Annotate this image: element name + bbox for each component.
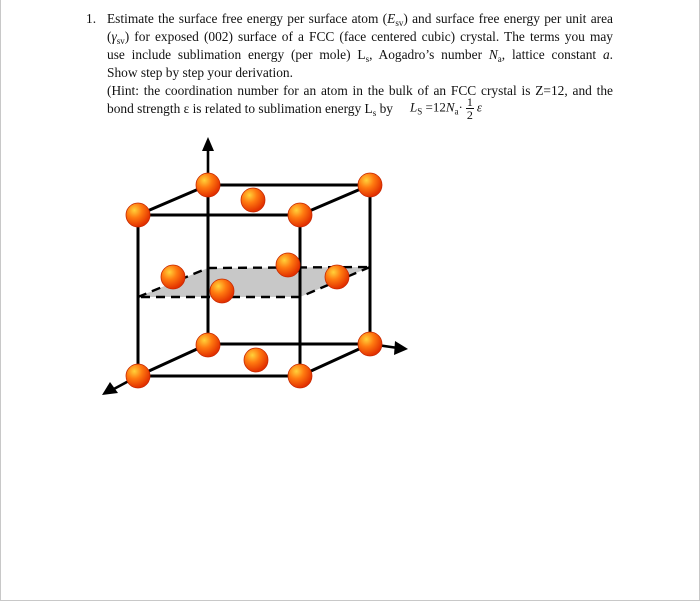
atom-corner (126, 203, 150, 227)
atom-corner (126, 364, 150, 388)
formula-fraction: $\frac{1}{2}$ (466, 95, 473, 122)
problem-number: 1. (86, 11, 97, 26)
problem-line-3: use include sublimation energy (per mole) $L_s$, Aogadro’s number $N_a$, lattice constant a. (107, 47, 613, 64)
atom-face-center (325, 265, 349, 289)
z-axis-arrowhead (202, 137, 214, 151)
atom-face-center (276, 253, 300, 277)
sublimation-energy-formula: $L_S =12N_a\cdot$ $\frac{1}{2}$ ε (410, 95, 482, 122)
atom-corner (196, 333, 220, 357)
atom-face-center (210, 279, 234, 303)
problem-line-2: $(\gamma_{sv})$ for exposed (002) surface of a FCC (face centered cubic) crystal. The terms you may (107, 29, 613, 46)
problem-line-4: Show step by step your derivation. (107, 65, 293, 80)
atom-corner (288, 203, 312, 227)
atom-face-top (241, 188, 265, 212)
atom-corner (358, 332, 382, 356)
atom-corner (358, 173, 382, 197)
y-axis-arrowhead (394, 341, 408, 355)
atom-corner (196, 173, 220, 197)
atom-face-bottom (244, 348, 268, 372)
atom-corner (288, 364, 312, 388)
problem-line-1: Estimate the surface free energy per surface atom $(E_{sv})$ and surface free energy per unit area (107, 11, 613, 28)
atom-face-center (161, 265, 185, 289)
problem-line-5: (Hint: the coordination number for an atom in the bulk of an FCC crystal is Z=12, and the (107, 83, 613, 98)
problem-line-6: bond strength ε is related to sublimation energy $L_s$ by (107, 101, 393, 118)
